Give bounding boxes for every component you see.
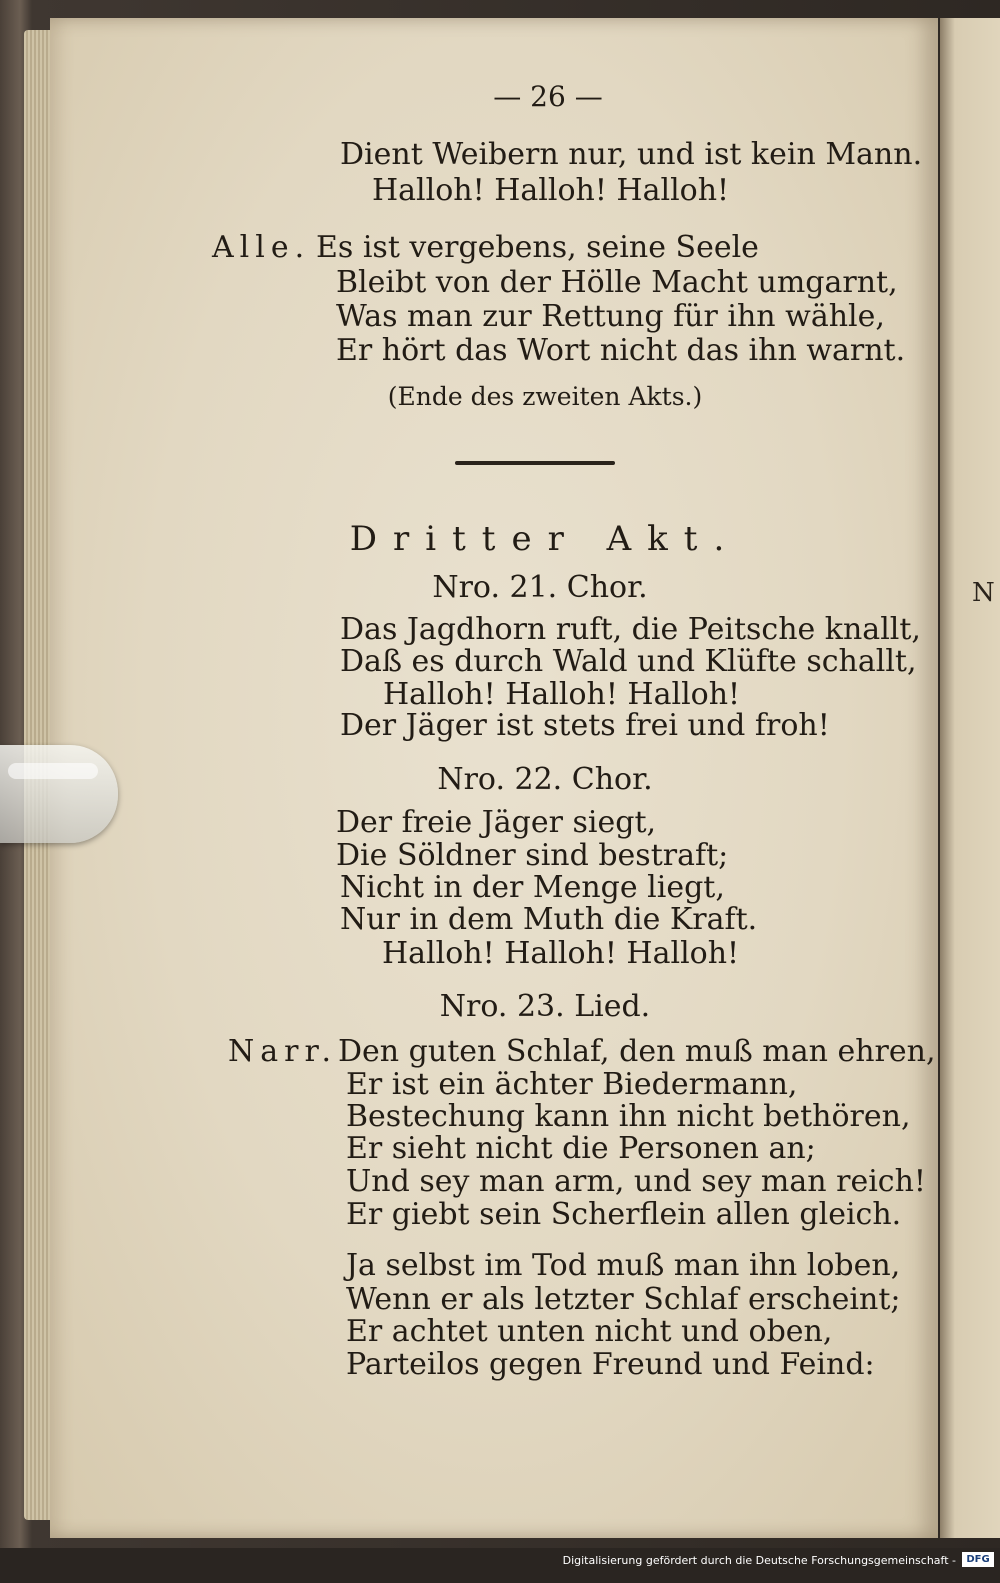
verse-line: Der freie Jäger siegt, (336, 805, 657, 840)
verse-line: Nur in dem Muth die Kraft. (340, 902, 758, 937)
verse-line: Daß es durch Wald und Klüfte schallt, (340, 644, 917, 679)
verse-line: Und sey man arm, und sey man reich! (346, 1164, 926, 1199)
verse-line: Der Jäger ist stets frei und froh! (340, 708, 830, 743)
verse-line: Dient Weibern nur, und ist kein Mann. (340, 137, 923, 172)
verse-line: Halloh! Halloh! Halloh! (372, 173, 730, 208)
verse-line: Den guten Schlaf, den muß man ehren, (338, 1034, 936, 1069)
section-divider (455, 461, 615, 465)
act-heading: Dritter Akt. (349, 519, 741, 559)
verse-line: Bestechung kann ihn nicht bethören, (346, 1099, 911, 1134)
page-number: — 26 — (493, 80, 603, 113)
number-heading: Nro. 22. Chor. (437, 762, 653, 797)
page-clip-tab (0, 745, 118, 843)
number-heading: Nro. 21. Chor. (432, 570, 648, 605)
verse-line: Halloh! Halloh! Halloh! (382, 936, 740, 971)
verse-line: Er ist ein ächter Biedermann, (346, 1067, 798, 1102)
verse-line: Bleibt von der Hölle Macht umgarnt, (336, 265, 898, 300)
number-heading: Nro. 23. Lied. (439, 989, 651, 1024)
verse-line: Er achtet unten nicht und oben, (346, 1314, 833, 1349)
verse-line: Parteilos gegen Freund und Feind: (346, 1347, 875, 1382)
facing-page-fragment: N (972, 578, 995, 608)
verse-line: Er hört das Wort nicht das ihn warnt. (336, 333, 906, 368)
verse-line: Halloh! Halloh! Halloh! (383, 677, 741, 712)
verse-line: Nicht in der Menge liegt, (340, 870, 725, 905)
verse-line: Er sieht nicht die Personen an; (346, 1131, 816, 1166)
verse-line: Es ist vergebens, seine Seele (316, 230, 759, 265)
dfg-logo: DFG (962, 1552, 994, 1567)
facing-page-edge (940, 18, 1000, 1538)
verse-line: Wenn er als letzter Schlaf erscheint; (346, 1282, 901, 1317)
verse-line: Das Jagdhorn ruft, die Peitsche knallt, (340, 612, 921, 647)
verse-line: Er giebt sein Scherflein allen gleich. (346, 1197, 902, 1232)
speaker-label: Alle. (212, 230, 311, 265)
footer-credit: Digitalisierung gefördert durch die Deutsche Forschungsgemeinschaft - (562, 1554, 956, 1567)
verse-line: Die Söldner sind bestraft; (336, 838, 729, 873)
stage-direction: (Ende des zweiten Akts.) (387, 382, 703, 411)
verse-line: Was man zur Rettung für ihn wähle, (336, 299, 885, 334)
verse-line: Ja selbst im Tod muß man ihn loben, (346, 1248, 901, 1283)
speaker-label: Narr. (228, 1034, 338, 1069)
